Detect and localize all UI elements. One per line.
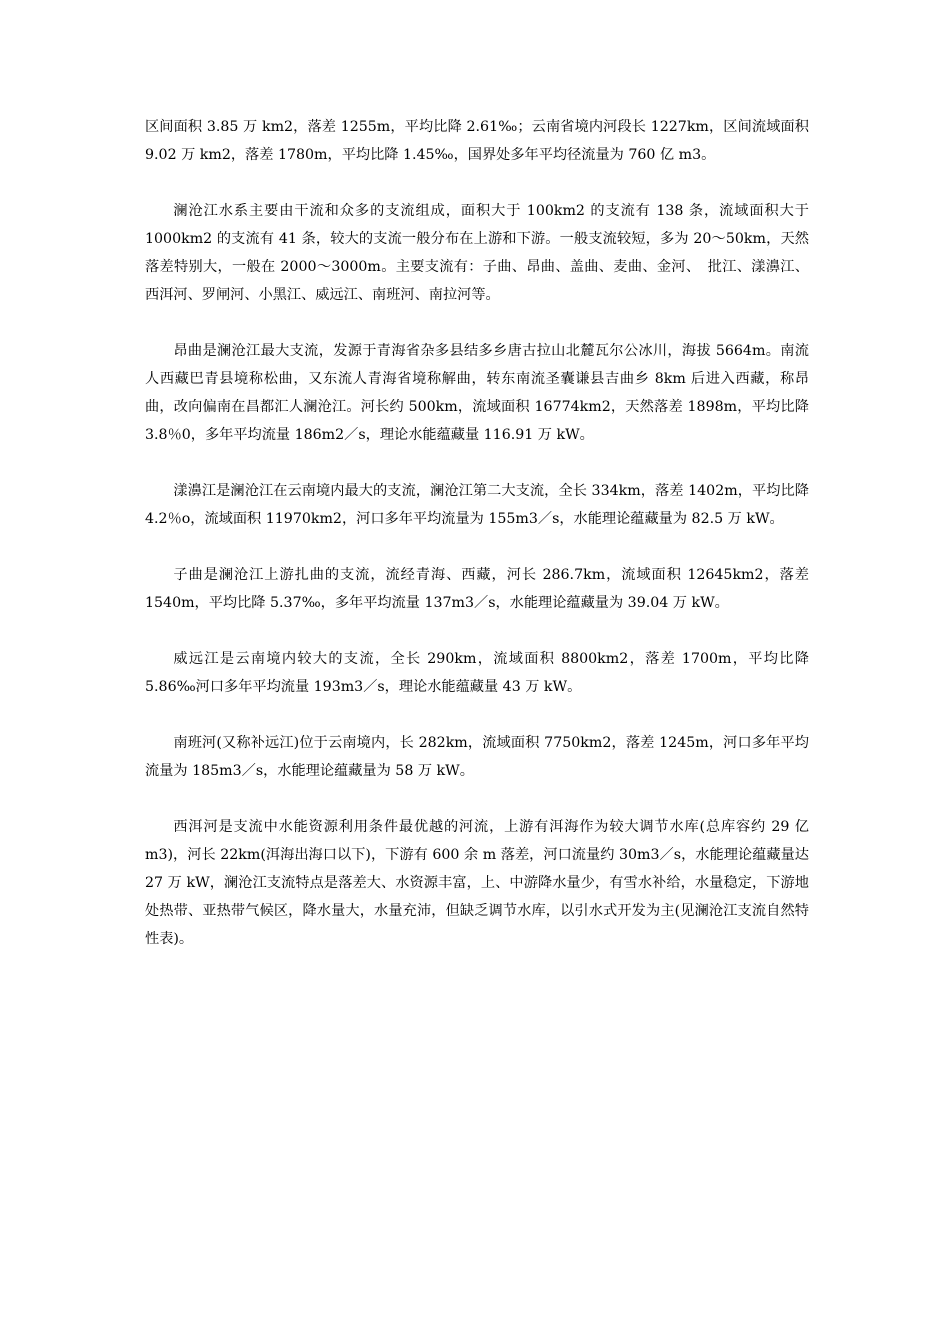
- paragraph-3: 昂曲是澜沧江最大支流，发源于青海省杂多县结多乡唐古拉山北麓瓦尔公冰川，海拔 5664m。南流人西藏巴青县境称松曲，又东流人青海省境称解曲，转东南流圣囊谦县吉曲乡 8km 后进入西藏，称昂曲，改向偏南在昌都汇人澜沧江。河长约 500km，流域面积 16774km2，天然落差 1898m，平均比降 3.8％0，多年平均流量 186m2／s，理论水能蕴藏量 116.91 万 kW。: [145, 343, 809, 443]
- document-body: [145, 113, 809, 981]
- paragraph-7: 南班河(又称补远江)位于云南境内，长 282km，流域面积 7750km2，落差 1245m，河口多年平均流量为 185m3／s，水能理论蕴藏量为 58 万 kW。: [145, 735, 809, 779]
- paragraph-4: 漾濞江是澜沧江在云南境内最大的支流，澜沧江第二大支流，全长 334km，落差 1402m，平均比降 4.2％o，流域面积 11970km2，河口多年平均流量为 155m3／s，水能理论蕴藏量为 82.5 万 kW。: [145, 483, 809, 527]
- paragraph-5: 子曲是澜沧江上游扎曲的支流，流经青海、西藏，河长 286.7km，流域面积 12645km2，落差 1540m，平均比降 5.37‰，多年平均流量 137m3／s，水能理论蕴藏量为 39.04 万 kW。: [145, 567, 809, 611]
- paragraph-6: 威远江是云南境内较大的支流，全长 290km，流域面积 8800km2，落差 1700m，平均比降 5.86‰河口多年平均流量 193m3／s，理论水能蕴藏量 43 万 kW。: [145, 651, 809, 695]
- paragraph-2: 澜沧江水系主要由干流和众多的支流组成，面积大于 100km2 的支流有 138 条，流域面积大于 1000km2 的支流有 41 条，较大的支流一般分布在上游和下游。一般支流较短，多为 20～50km，天然落差特别大，一般在 2000～3000m。主要支流有：子曲、昂曲、盖曲、麦曲、金河、 批江、漾濞江、西洱河、罗闸河、小黑江、威远江、南班河、南拉河等。: [145, 203, 809, 303]
- paragraph-8: 西洱河是支流中水能资源利用条件最优越的河流，上游有洱海作为较大调节水库(总库容约 29 亿 m3)，河长 22km(洱海出海口以下)，下游有 600 余 m 落差，河口流量约 30m3／s，水能理论蕴藏量达 27 万 kW，澜沧江支流特点是落差大、水资源丰富，上、中游降水量少，有雪水补给，水量稳定，下游地处热带、亚热带气候区，降水量大，水量充沛，但缺乏调节水库，以引水式开发为主(见澜沧江支流自然特性表)。: [145, 819, 809, 947]
- paragraph-1: 区间面积 3.85 万 km2，落差 1255m，平均比降 2.61‰；云南省境内河段长 1227km，区间流域面积 9.02 万 km2，落差 1780m，平均比降 1.45‰，国界处多年平均径流量为 760 亿 m3。: [145, 119, 809, 163]
